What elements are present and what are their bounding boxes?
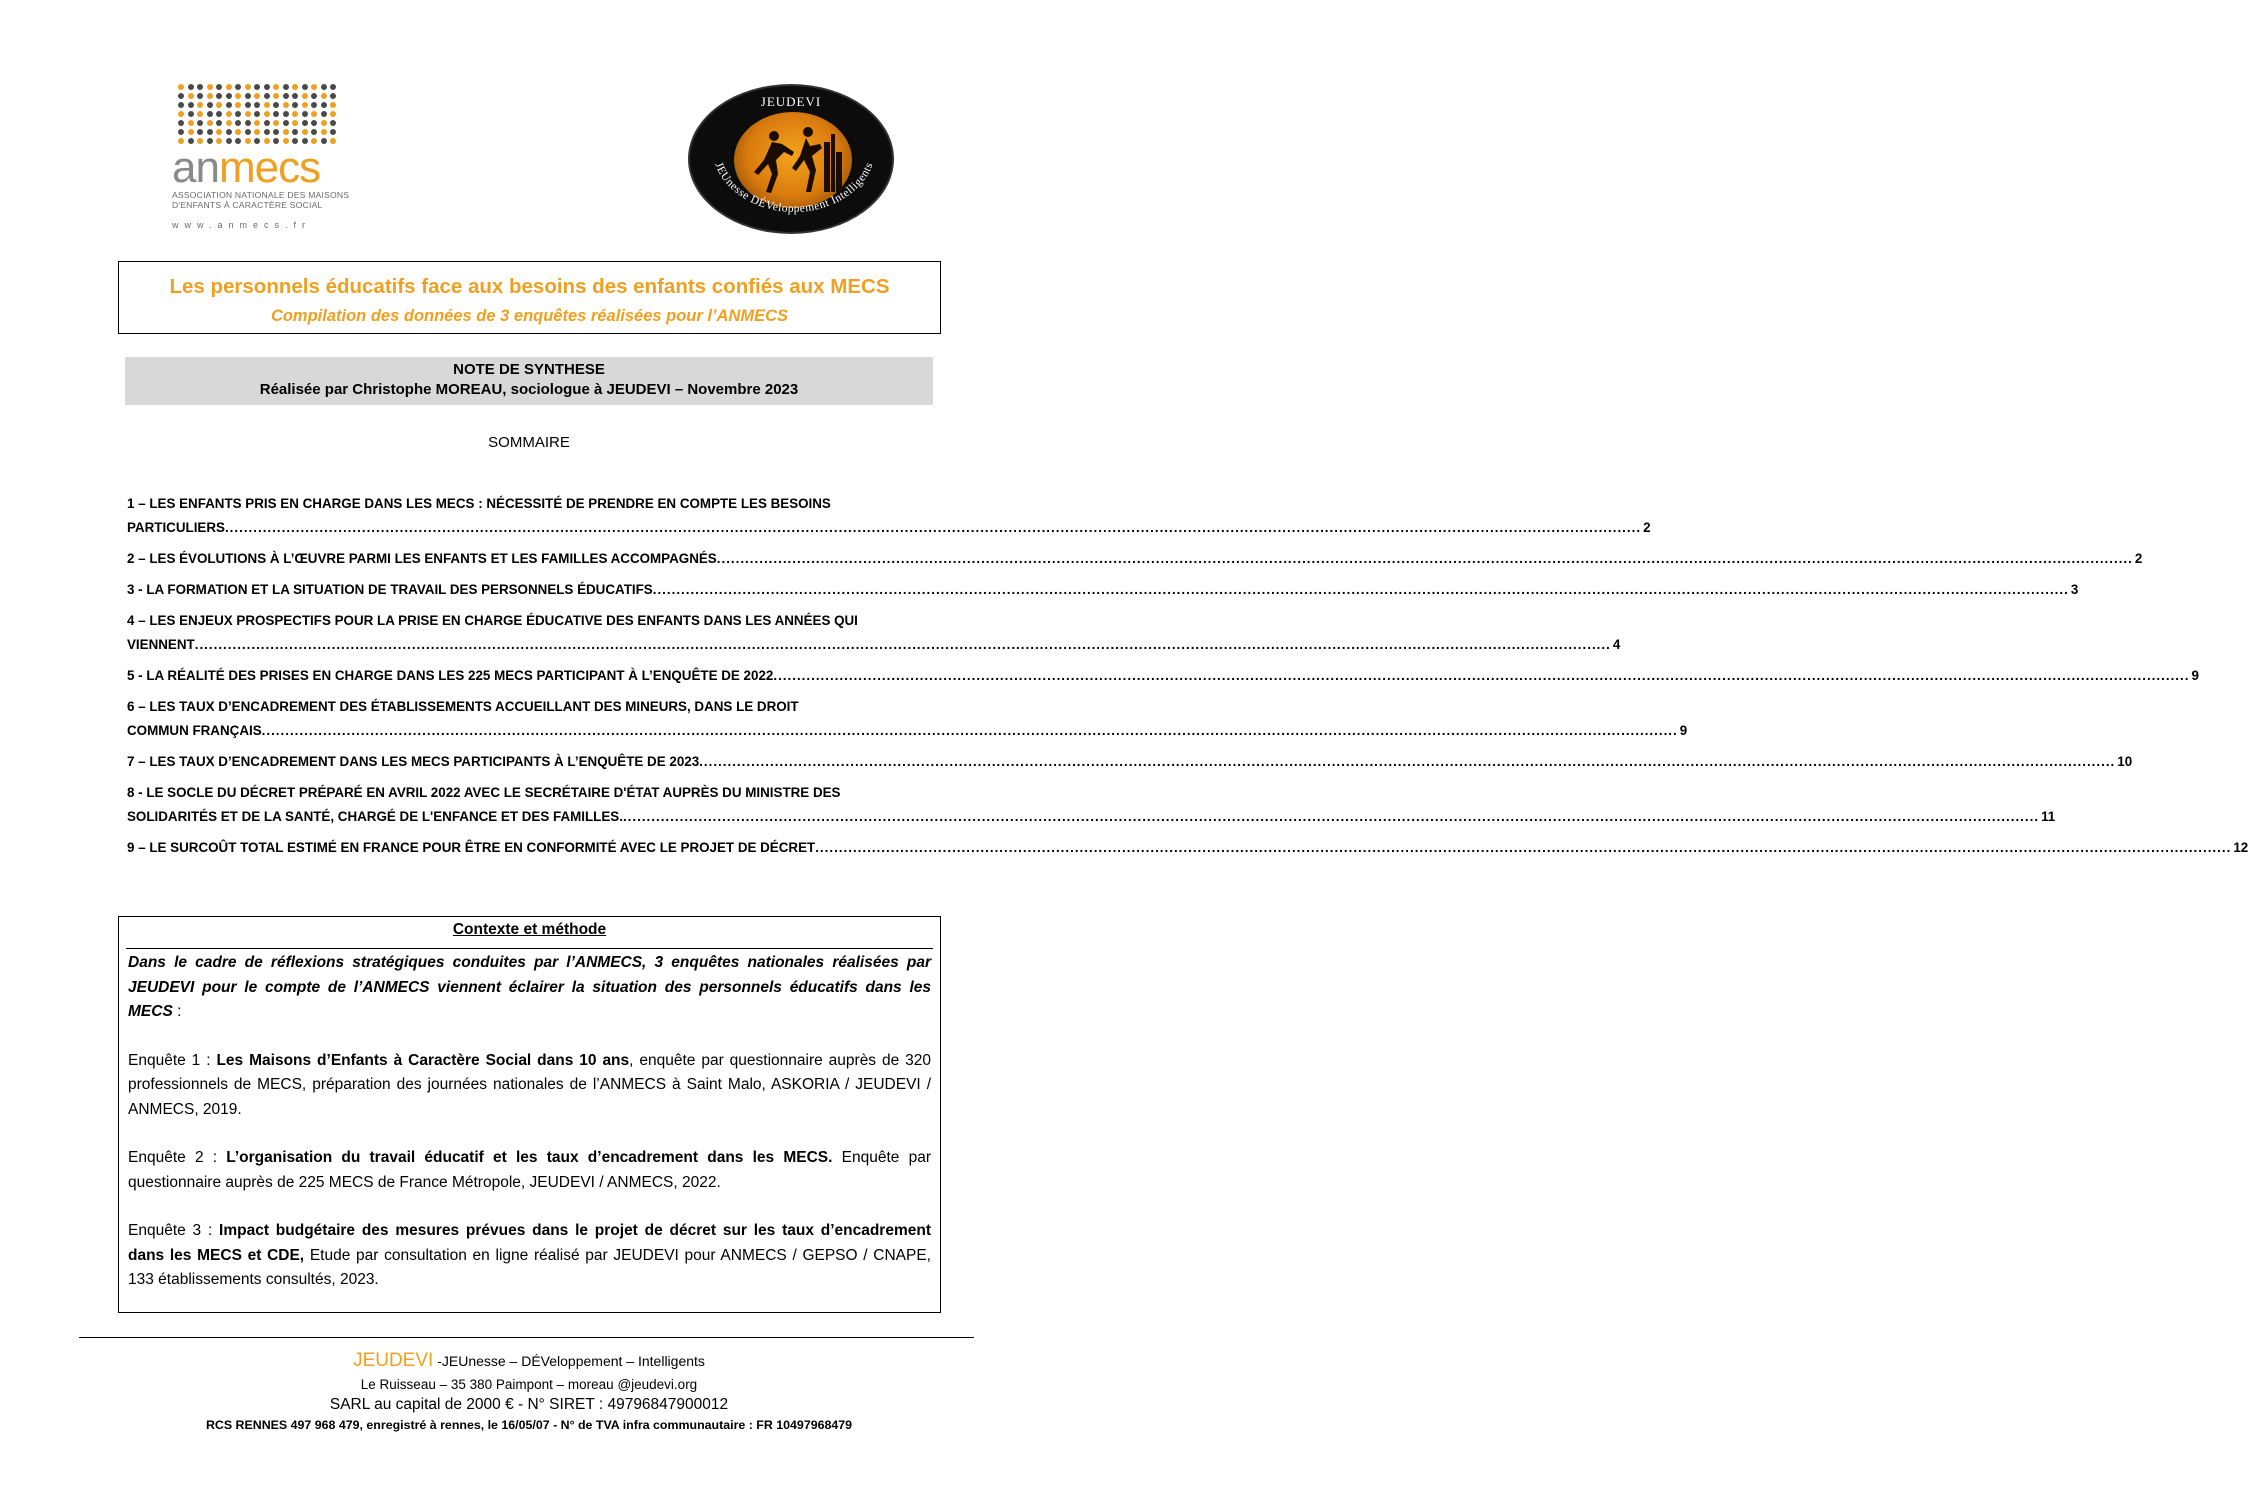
toc-entry[interactable] [127,609,1621,657]
table-of-contents [127,492,2248,860]
document-title: Les personnels éducatifs face aux besoins des enfants confiés aux MECS [169,275,890,298]
anmecs-dot [292,102,298,108]
anmecs-dot [264,84,270,90]
anmecs-dot [188,120,194,126]
footer-rcs: RCS RENNES 497 968 479, enregistré à rennes, le 16/05/07 - N° de TVA infra communautaire : FR 10497968479 [205,1418,853,1432]
toc-entry-leader-line [127,719,1688,743]
toc-entry-title-line: 8 - LE SOCLE DU DÉCRET PRÉPARÉ EN AVRIL 2022 AVEC LE SECRÉTAIRE D'ÉTAT AUPRÈS DU MINISTRE DES [127,785,841,800]
toc-page-number: 3 [2070,582,2079,597]
anmecs-dot [330,111,336,117]
toc-dot-leader: ............................................................................................................................................................................................................................................................................................................ [194,637,1611,652]
anmecs-dot [245,84,251,90]
toc-entry-title: PARTICULIERS [127,520,225,535]
anmecs-dot [226,111,232,117]
toc-page-number: 11 [2041,809,2056,824]
anmecs-dot [273,102,279,108]
toc-entry-leader-line [127,750,2133,774]
anmecs-dot [283,93,289,99]
anmecs-dot [273,111,279,117]
jeudevi-oval [688,84,894,234]
toc-entry[interactable] [127,664,2199,688]
anmecs-dot [226,120,232,126]
anmecs-dot [245,93,251,99]
toc-entry-leader-line [127,633,1621,657]
toc-entry-title: SOLIDARITÉS ET DE LA SANTÉ, CHARGÉ DE L'ENFANCE ET DES FAMILLES. [127,809,623,824]
context-intro-text: Dans le cadre de réflexions stratégiques conduites par l’ANMECS, 3 enquêtes nationales réalisées par JEUDEVI pour le compte de l’ANMECS viennent éclairer la situation des personnels éducatifs dans les MECS [128,954,931,1020]
anmecs-dot [235,102,241,108]
anmecs-dot [197,84,203,90]
anmecs-dot [321,111,327,117]
anmecs-dot [264,120,270,126]
anmecs-dot [321,102,327,108]
anmecs-dot [302,111,308,117]
anmecs-dot [302,120,308,126]
toc-entry[interactable] [127,547,2143,571]
sommaire-heading: SOMMAIRE [488,434,570,451]
anmecs-dot [207,84,213,90]
anmecs-dot [302,93,308,99]
toc-entry-title: VIENNENT [127,637,195,652]
anmecs-dot [178,120,184,126]
anmecs-dot [273,120,279,126]
anmecs-dot [216,84,222,90]
toc-page-number: 9 [1679,723,1688,738]
toc-entry[interactable] [127,492,1651,540]
toc-entry-leader-line [127,664,2199,688]
toc-entry[interactable] [127,578,2079,602]
anmecs-dot [178,129,184,135]
anmecs-dot [188,84,194,90]
anmecs-logo [172,84,350,236]
anmecs-dot [207,111,213,117]
toc-entry-title: 7 – LES TAUX D’ENCADREMENT DANS LES MECS PARTICIPANTS À L’ENQUÊTE DE 2023 [127,754,700,769]
anmecs-dot [254,84,260,90]
anmecs-dot [264,93,270,99]
anmecs-dot [302,84,308,90]
anmecs-dot [292,120,298,126]
anmecs-dot [321,84,327,90]
document-title-box [118,261,941,334]
toc-page-number: 2 [1643,520,1651,535]
toc-dot-leader: ............................................................................................................................................................................................................................................................................................................ [261,723,1678,738]
toc-entry-leader-line [127,578,2079,602]
anmecs-dot [273,129,279,135]
survey-3-title: Impact budgétaire des mesures prévues dans le projet de décret sur les taux d’encadrement dans les MECS et CDE, [128,1222,931,1264]
anmecs-dot [197,102,203,108]
anmecs-dot [311,84,317,90]
toc-dot-leader: ............................................................................................................................................................................................................................................................................................................ [652,582,2069,597]
anmecs-dot [273,84,279,90]
context-method-box [118,916,941,1313]
footer-brand: JEUDEVI [353,1350,434,1371]
toc-dot-leader: ............................................................................................................................................................................................................................................................................................................ [773,668,2190,683]
anmecs-dot [188,129,194,135]
anmecs-dot [283,120,289,126]
anmecs-dot [226,84,232,90]
anmecs-dot [283,111,289,117]
anmecs-dot [330,129,336,135]
footer-capital: SARL au capital de 2000 € - N° SIRET : 49796847900012 [329,1396,729,1413]
anmecs-dot [254,129,260,135]
anmecs-dot [235,93,241,99]
toc-entry-leader-line [127,836,2248,860]
anmecs-dot [245,102,251,108]
anmecs-dot [302,129,308,135]
anmecs-dot-pattern-icon [178,84,350,144]
toc-dot-leader: ............................................................................................................................................................................................................................................................................................................ [699,754,2116,769]
footer-divider [79,1337,974,1338]
anmecs-dot [283,129,289,135]
toc-entry-title: 9 – LE SURCOÛT TOTAL ESTIMÉ EN FRANCE POUR ÊTRE EN CONFORMITÉ AVEC LE PROJET DE DÉCRET [127,840,816,855]
anmecs-dot [273,93,279,99]
toc-entry-title-line: 6 – LES TAUX D’ENCADREMENT DES ÉTABLISSEMENTS ACCUEILLANT DES MINEURS, DANS LE DROIT [127,699,799,714]
anmecs-dot [245,129,251,135]
toc-entry[interactable] [127,695,1688,743]
footer-brand-line [0,1350,1058,1372]
anmecs-dot [235,129,241,135]
survey-2-details: Enquête par questionnaire auprès de 225 MECS de France Métropole, JEUDEVI / ANMECS, 2022. [128,1149,931,1191]
anmecs-tagline-2: D'ENFANTS À CARACTÈRE SOCIAL [172,200,323,210]
toc-entry-leader-line [127,805,2056,829]
footer-tagline: -JEUnesse – DÉVeloppement – Intelligents [433,1353,705,1369]
context-heading: Contexte et méthode [452,921,607,938]
anmecs-dot [264,111,270,117]
anmecs-dot [311,129,317,135]
anmecs-url: www.anmecs.fr [172,220,312,230]
anmecs-dot [264,102,270,108]
anmecs-dot [226,129,232,135]
toc-entry-title-line: 1 – LES ENFANTS PRIS EN CHARGE DANS LES MECS : NÉCESSITÉ DE PRENDRE EN COMPTE LES BESOINS [127,496,831,511]
survey-1-details: , enquête par questionnaire auprès de 320 professionnels de MECS, préparation des journées nationales de l’ANMECS à Saint Malo, ASKORIA / JEUDEVI / ANMECS, 2019. [128,1051,932,1118]
anmecs-dot [311,111,317,117]
anmecs-dot [264,129,270,135]
anmecs-dot [254,93,260,99]
survey-3-details: Etude par consultation en ligne réalisé par JEUDEVI pour ANMECS / GEPSO / CNAPE, 133 établissements consultés, 2023. [128,1246,931,1288]
anmecs-dot [178,102,184,108]
anmecs-dot [330,93,336,99]
survey-2-label: Enquête 2 : [128,1149,227,1166]
survey-1-label: Enquête 1 : [128,1051,217,1069]
anmecs-dot [321,138,327,144]
toc-entry-leader-line [127,516,1651,540]
survey-2 [128,1146,931,1195]
anmecs-dot [216,102,222,108]
anmecs-dot [302,102,308,108]
anmecs-dot [245,120,251,126]
toc-entry-title: COMMUN FRANÇAIS [127,723,262,738]
toc-page-number: 4 [1612,637,1621,652]
jeudevi-title: JEUDEVI [760,94,822,109]
toc-entry[interactable] [127,750,2133,774]
synthesis-title: NOTE DE SYNTHESE [453,361,605,378]
toc-entry-title: 3 - LA FORMATION ET LA SITUATION DE TRAVAIL DES PERSONNELS ÉDUCATIFS [127,582,653,597]
toc-page-number: 10 [2117,754,2133,769]
toc-dot-leader: ............................................................................................................................................................................................................................................................................................................ [815,840,2232,855]
anmecs-dot [311,102,317,108]
document-subtitle: Compilation des données de 3 enquêtes réalisées pour l’ANMECS [270,307,789,325]
toc-entry-leader-line [127,547,2143,571]
anmecs-wordmark [172,143,350,192]
anmecs-dot [330,84,336,90]
anmecs-dot [216,129,222,135]
anmecs-dot [330,102,336,108]
toc-page-number: 9 [2191,668,2199,683]
toc-entry-title: 5 - LA RÉALITÉ DES PRISES EN CHARGE DANS LES 225 MECS PARTICIPANT À L’ENQUÊTE DE 2022 [127,668,774,683]
toc-page-number: 2 [2134,551,2143,566]
anmecs-dot [178,93,184,99]
anmecs-dot [330,120,336,126]
toc-dot-leader: ............................................................................................................................................................................................................................................................................................................ [716,551,2133,566]
synthesis-banner [125,357,933,405]
anmecs-dot [283,84,289,90]
anmecs-dot [283,102,289,108]
survey-1 [128,1049,931,1123]
toc-entry-title-line: 4 – LES ENJEUX PROSPECTIFS POUR LA PRISE EN CHARGE ÉDUCATIVE DES ENFANTS DANS LES ANNÉES QUI [127,613,858,628]
anmecs-dot [197,120,203,126]
footer-address: Le Ruisseau – 35 380 Paimpont – moreau @jeudevi.org [360,1377,698,1392]
anmecs-dot [292,84,298,90]
toc-dot-leader: ............................................................................................................................................................................................................................................................................................................ [622,809,2040,824]
anmecs-dot [321,129,327,135]
toc-entry-title: 2 – LES ÉVOLUTIONS À L’ŒUVRE PARMI LES ENFANTS ET LES FAMILLES ACCOMPAGNÉS [127,551,717,566]
anmecs-dot [197,129,203,135]
toc-page-number: 12 [2233,840,2248,855]
anmecs-dot [197,111,203,117]
synthesis-author: Réalisée par Christophe MOREAU, sociologue à JEUDEVI – Novembre 2023 [259,381,799,398]
anmecs-dot [254,102,260,108]
anmecs-dot [292,129,298,135]
toc-entry[interactable] [127,781,2056,829]
anmecs-wordmark-an: an [172,143,219,192]
anmecs-dot [321,120,327,126]
survey-3 [128,1219,931,1293]
anmecs-dot [207,93,213,99]
anmecs-dot [188,111,194,117]
anmecs-dot [197,93,203,99]
anmecs-dot [235,111,241,117]
anmecs-dot [207,102,213,108]
anmecs-dot [254,111,260,117]
context-intro [128,951,931,1025]
anmecs-dot [178,84,184,90]
context-intro-end: : [172,1003,182,1020]
context-body [126,948,933,1312]
anmecs-dot [330,138,336,144]
anmecs-dot [245,111,251,117]
toc-entry[interactable] [127,836,2248,860]
anmecs-dot [292,93,298,99]
survey-2-title: L’organisation du travail éducatif et les taux d’encadrement dans les MECS. [226,1149,833,1166]
anmecs-tagline-1: ASSOCIATION NATIONALE DES MAISONS [172,190,350,200]
anmecs-dot [235,84,241,90]
anmecs-dot [311,93,317,99]
anmecs-wordmark-mecs: mecs [218,143,321,192]
anmecs-dot [178,111,184,117]
jeudevi-logo [688,84,894,234]
anmecs-dot [226,102,232,108]
anmecs-dot [226,93,232,99]
anmecs-dot [292,111,298,117]
anmecs-dot [311,120,317,126]
anmecs-dot [216,120,222,126]
anmecs-dot [207,129,213,135]
toc-dot-leader: ............................................................................................................................................................................................................................................................................................................ [224,520,1642,535]
anmecs-dot [216,93,222,99]
anmecs-dot [321,93,327,99]
anmecs-dot [254,120,260,126]
anmecs-dot [216,111,222,117]
anmecs-dot [188,102,194,108]
anmecs-dot [235,120,241,126]
jeudevi-arc-text [690,86,896,236]
survey-3-label: Enquête 3 : [128,1222,220,1239]
svg-text:JEUnesse DÉVeloppement Intelli: JEUnesse DÉVeloppement Intelligents [712,160,876,216]
anmecs-dot [207,120,213,126]
survey-1-title: Les Maisons d’Enfants à Caractère Social dans 10 ans [216,1051,630,1069]
anmecs-dot [188,93,194,99]
